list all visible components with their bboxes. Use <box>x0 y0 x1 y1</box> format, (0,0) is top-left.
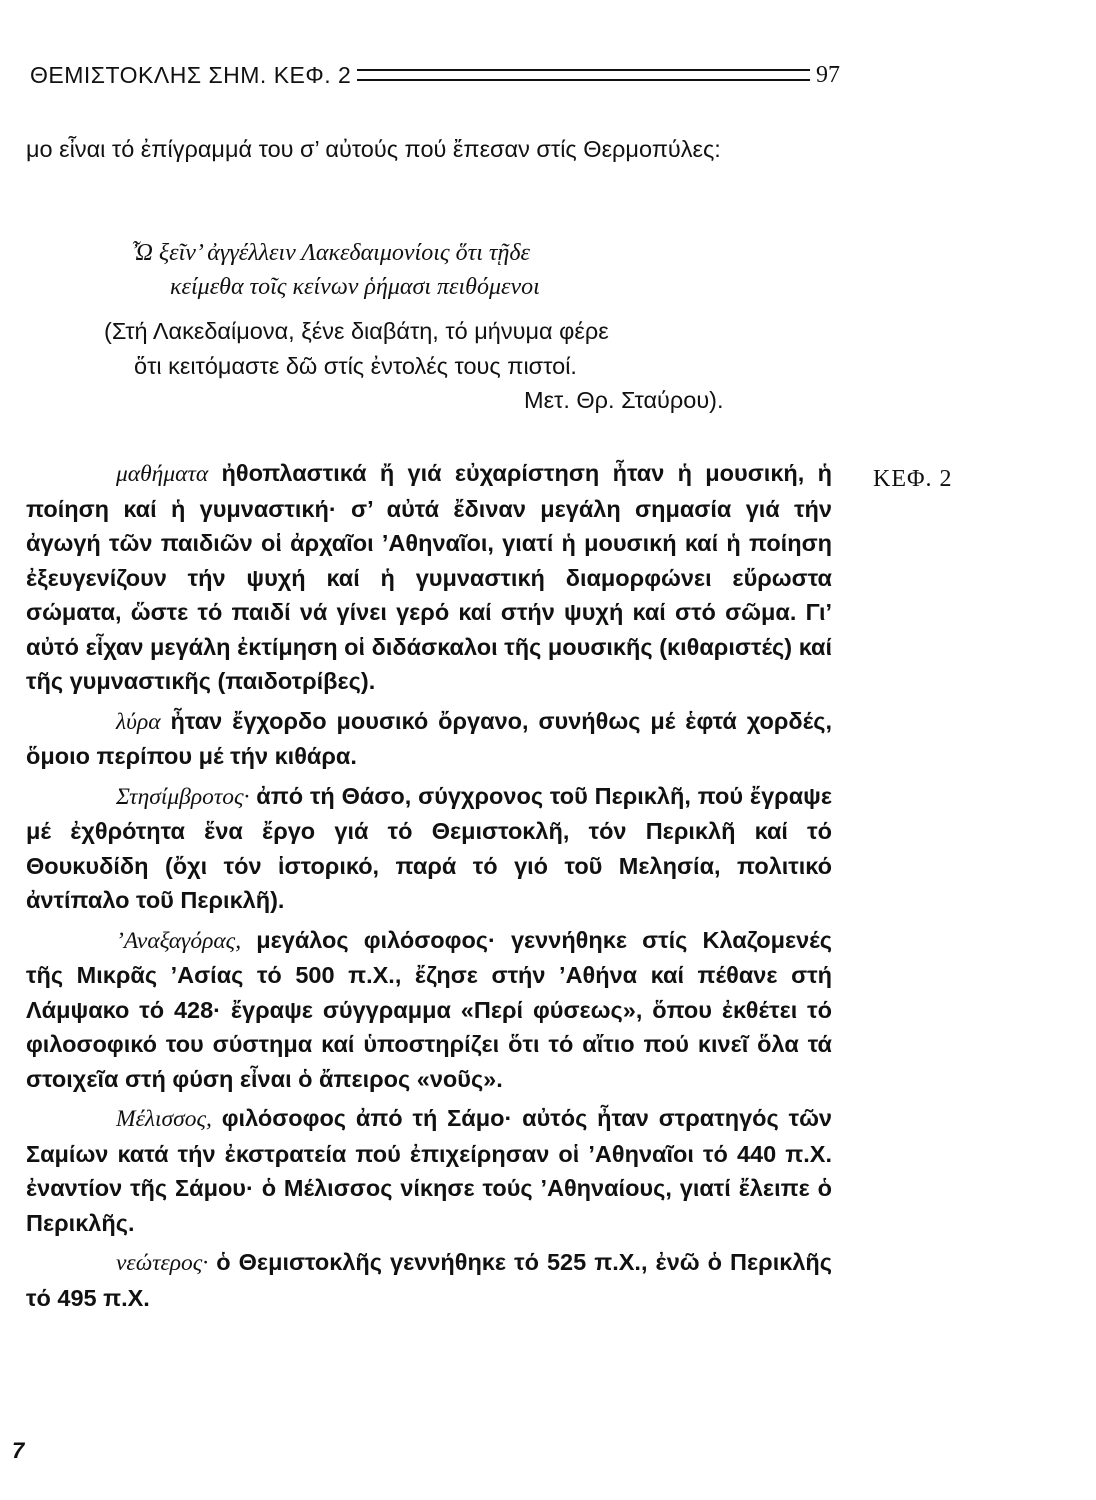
header-double-rule <box>357 69 810 81</box>
translation-credit: Μετ. Θρ. Σταύρου). <box>524 387 724 413</box>
glossary-notes <box>26 456 832 1320</box>
note-text: ἠθοπλαστικά ἤ γιά εὐχαρίστηση ἦταν ἡ μουσική, ἡ ποίηση καί ἡ γυμναστική· σ’ αὐτά ἔδιναν μεγάλη σημασία γιά τήν ἀγωγή τῶν παιδιῶν οἱ ἀρχαῖοι ’Αθηναῖοι, γιατί ἡ μουσική καί ἡ ποίηση ἐξευγενίζουν τήν ψυχή καί ἡ γυμναστική διαμορφώνει εὔρωστα σώματα, ὥστε τό παιδί νά γίνει γερό καί στήν ψυχή καί στό σῶμα. Γι’ αὐτό εἶχαν μεγάλη ἐκτίμηση οἱ διδάσκαλοι τῆς μουσικῆς (κιθαριστές) καί τῆς γυμναστικῆς (παιδοτρίβες). <box>26 460 832 694</box>
note-term: Στησίμβροτος· <box>116 783 250 810</box>
intro-paragraph <box>26 132 832 167</box>
translation-line-1: (Στή Λακεδαίμονα, ξένε διαβάτη, τό μήνυμα φέρε <box>104 318 609 344</box>
note-text: φιλόσοφος ἀπό τή Σάμο· αὐτός ἦταν στρατηγός τῶν Σαμίων κατά τήν ἐκστρατεία πού ἐπιχείρησαν οἱ ’Αθηναῖοι τό 440 π.Χ. ἐναντίον τῆς Σάμου· ὁ Μέλισσος νίκησε τούς ’Αθηναίους, γιατί ἔλειπε ὁ Περικλῆς. <box>26 1105 832 1236</box>
running-head-title: ΘΕΜΙΣΤΟΚΛΗΣ ΣΗΜ. ΚΕΦ. 2 <box>30 61 352 88</box>
signature-mark: 7 <box>12 1438 25 1463</box>
note-term: μαθήματα <box>116 461 209 487</box>
note-entry <box>26 779 832 918</box>
note-text: ἀπό τή Θάσο, σύγχρονος τοῦ Περικλῆ, πού ἔγραψε μέ ἐχθρότητα ἕνα ἔργο γιά τό Θεμιστοκλῆ, τόν Περικλῆ καί τό Θουκυδίδη (ὄχι τόν ἱστορικό, παρά τό γιό τοῦ Μελησία, πολιτικό ἀντίπαλο τοῦ Περικλῆ). <box>26 782 832 913</box>
note-text: μεγάλος φιλόσοφος· γεννήθηκε στίς Κλαζομενές τῆς Μικρᾶς ’Ασίας τό 500 π.Χ., ἔζησε στήν ’Αθήνα καί πέθανε στή Λάμψακο τό 428· ἔγραψε σύγγραμμα «Περί φύσεως», ὅπου ἐκθέτει τό φιλοσοφικό του σύστημα καί ὑποστηρίζει ὅτι τό αἴτιο πού κινεῖ ὅλα τά στοιχεῖα στή φύση εἶναι ὁ ἄπειρος «νοῦς». <box>26 926 832 1092</box>
note-text: ἦταν ἔγχορδο μουσικό ὄργανο, συνήθως μέ ἑφτά χορδές, ὅμοιο περίπου μέ τήν κιθάρα. <box>26 707 832 769</box>
epigram-line-2: κείμεθα τοῖς κείνων ῥήμασι πειθόμενοι <box>170 274 540 300</box>
note-term: ’Αναξαγόρας, <box>116 927 242 954</box>
note-entry <box>26 923 832 1097</box>
note-term: λύρα <box>116 708 161 735</box>
note-entry <box>26 704 832 774</box>
note-entry <box>26 1101 832 1240</box>
note-entry <box>26 456 832 699</box>
running-head <box>30 58 840 92</box>
epigram-line-1: Ὦ ξεῖν’ ἀγγέλλειν Λακεδαιμονίοις ὅτι τῇδε <box>132 240 530 266</box>
note-text: ὁ Θεμιστοκλῆς γεννήθηκε τό 525 π.Χ., ἐνῶ ὁ Περικλῆς τό 495 π.Χ. <box>26 1249 832 1311</box>
translation-line-2: ὅτι κειτόμαστε δῶ στίς ἐντολές τους πιστοί. <box>134 353 577 379</box>
margin-chapter-note: ΚΕΦ. 2 <box>873 466 953 492</box>
note-term: Μέλισσος, <box>116 1106 212 1132</box>
note-entry <box>26 1245 832 1315</box>
page-number: 97 <box>816 61 840 88</box>
intro-text: μο εἶναι τό ἐπίγραμμά του σ’ αὐτούς πού ἔπεσαν στίς Θερμοπύλες: <box>26 136 721 162</box>
note-term: νεώτερος· <box>116 1250 209 1276</box>
